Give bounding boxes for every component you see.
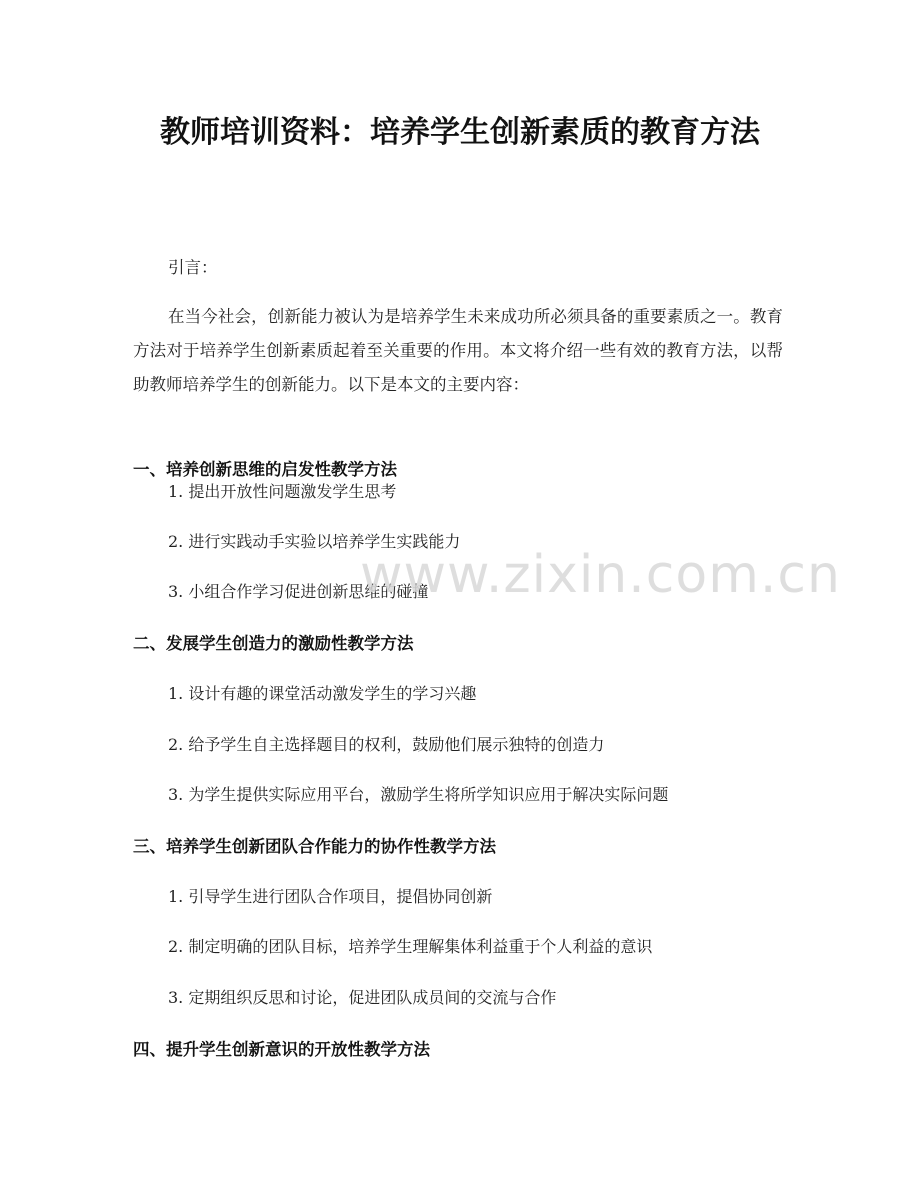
section-1-item-1: 1. 提出开放性问题激发学生思考 <box>168 482 397 501</box>
intro-label: 引言： <box>168 258 218 277</box>
intro-paragraph: 在当今社会，创新能力被认为是培养学生未来成功所必须具备的重要素质之一。教育方法对于培养学生创新素质起着至关重要的作用。本文将介绍一些有效的教育方法，以帮助教师培养学生的创新能力。以下是本文的主要内容： <box>133 307 783 394</box>
section-heading-1: 一、培养创新思维的启发性教学方法 <box>133 460 397 479</box>
section-1-item-3: 3. 小组合作学习促进创新思维的碰撞 <box>168 582 429 601</box>
section-2-item-3: 3. 为学生提供实际应用平台，激励学生将所学知识应用于解决实际问题 <box>168 785 669 804</box>
section-3-item-3: 3. 定期组织反思和讨论，促进团队成员间的交流与合作 <box>168 988 557 1007</box>
section-3-item-1: 1. 引导学生进行团队合作项目，提倡协同创新 <box>168 887 493 906</box>
section-2-item-1: 1. 设计有趣的课堂活动激发学生的学习兴趣 <box>168 684 477 703</box>
section-3-item-2: 2. 制定明确的团队目标，培养学生理解集体利益重于个人利益的意识 <box>168 937 653 956</box>
section-1-item-2: 2. 进行实践动手实验以培养学生实践能力 <box>168 532 461 551</box>
document-title: 教师培训资料：培养学生创新素质的教育方法 <box>160 115 760 150</box>
watermark-text: www.zixin.com.cn <box>360 545 841 605</box>
section-heading-3: 三、培养学生创新团队合作能力的协作性教学方法 <box>133 837 496 856</box>
section-heading-4: 四、提升学生创新意识的开放性教学方法 <box>133 1040 430 1059</box>
section-heading-2: 二、发展学生创造力的激励性教学方法 <box>133 634 414 653</box>
section-2-item-2: 2. 给予学生自主选择题目的权利，鼓励他们展示独特的创造力 <box>168 735 605 754</box>
